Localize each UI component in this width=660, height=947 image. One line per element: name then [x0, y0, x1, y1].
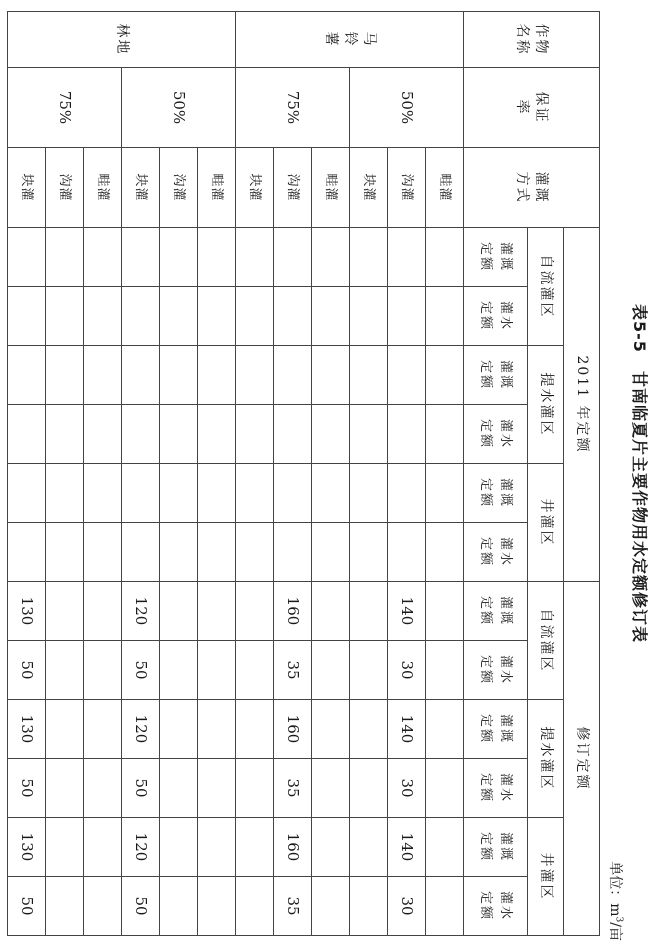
quota-revised-cell: 130 — [8, 818, 46, 877]
header-2011-gravity-zone: 自流灌区 — [528, 228, 564, 346]
quota-2011-cell — [160, 405, 198, 464]
quota-2011-cell — [426, 405, 464, 464]
quota-2011-cell — [198, 523, 236, 582]
quota-revised-cell — [312, 877, 350, 936]
quota-revised-cell — [84, 700, 122, 759]
quota-revised-cell — [46, 641, 84, 700]
irrigation-method-cell: 沟灌 — [388, 148, 426, 228]
quota-revised-cell — [46, 700, 84, 759]
quota-2011-cell — [46, 287, 84, 346]
header-revised-quota: 修订定额 — [564, 582, 600, 936]
irrigation-method-cell: 沟灌 — [46, 148, 84, 228]
header-irrigation-quota: 灌溉 定额 — [464, 582, 528, 641]
quota-revised-cell — [426, 582, 464, 641]
header-crop-name: 作物 名称 — [464, 12, 600, 68]
quota-revised-cell: 120 — [122, 818, 160, 877]
table-row — [236, 12, 274, 936]
quota-2011-cell — [236, 228, 274, 287]
irrigation-method-cell: 畦灌 — [312, 148, 350, 228]
quota-2011-cell — [388, 405, 426, 464]
quota-2011-cell — [312, 464, 350, 523]
table-row — [160, 12, 198, 936]
quota-revised-cell — [46, 582, 84, 641]
quota-2011-cell — [312, 287, 350, 346]
quota-revised-cell — [46, 759, 84, 818]
table-row — [198, 12, 236, 936]
irrigation-method-cell: 畦灌 — [84, 148, 122, 228]
quota-2011-cell — [388, 523, 426, 582]
quota-2011-cell — [198, 228, 236, 287]
quota-2011-cell — [8, 228, 46, 287]
irrigation-method-cell: 畦灌 — [198, 148, 236, 228]
quota-revised-cell: 140 — [388, 582, 426, 641]
quota-2011-cell — [350, 523, 388, 582]
quota-revised-cell: 50 — [8, 641, 46, 700]
quota-revised-cell — [198, 641, 236, 700]
quota-2011-cell — [122, 523, 160, 582]
quota-revised-cell — [198, 759, 236, 818]
quota-2011-cell — [236, 523, 274, 582]
quota-2011-cell — [84, 405, 122, 464]
quota-revised-cell — [426, 818, 464, 877]
header-irrigation-quota: 灌溉 定额 — [464, 700, 528, 759]
quota-revised-cell — [160, 759, 198, 818]
guarantee-rate-cell: 50% — [350, 68, 464, 148]
quota-2011-cell — [350, 228, 388, 287]
quota-revised-cell: 30 — [388, 877, 426, 936]
quota-2011-cell — [46, 228, 84, 287]
table-row — [46, 12, 84, 936]
header-rev-well-zone: 井灌区 — [528, 818, 564, 936]
quota-2011-cell — [84, 523, 122, 582]
quota-2011-cell — [274, 228, 312, 287]
quota-revised-cell: 130 — [8, 700, 46, 759]
quota-2011-cell — [122, 346, 160, 405]
table-row — [350, 12, 388, 936]
quota-revised-cell — [46, 818, 84, 877]
quota-2011-cell — [160, 228, 198, 287]
irrigation-method-cell: 块灌 — [8, 148, 46, 228]
quota-revised-cell: 130 — [8, 582, 46, 641]
quota-revised-cell: 140 — [388, 818, 426, 877]
quota-revised-cell: 160 — [274, 818, 312, 877]
quota-2011-cell — [198, 405, 236, 464]
quota-revised-cell — [160, 582, 198, 641]
quota-revised-cell — [350, 818, 388, 877]
quota-revised-cell: 50 — [122, 877, 160, 936]
quota-revised-cell: 50 — [8, 759, 46, 818]
quota-2011-cell — [84, 228, 122, 287]
quota-revised-cell — [426, 700, 464, 759]
quota-revised-cell: 160 — [274, 582, 312, 641]
quota-revised-cell — [312, 759, 350, 818]
quota-revised-cell: 35 — [274, 759, 312, 818]
quota-revised-cell: 50 — [8, 877, 46, 936]
quota-revised-cell: 120 — [122, 700, 160, 759]
quota-2011-cell — [84, 346, 122, 405]
unit-label: 单位：$m^3/$亩 — [607, 861, 624, 941]
quota-revised-cell — [84, 582, 122, 641]
guarantee-rate-cell: 75% — [236, 68, 350, 148]
quota-revised-cell: 50 — [122, 641, 160, 700]
crop-name-cell: 林地 — [8, 12, 236, 68]
quota-revised-cell — [160, 700, 198, 759]
quota-2011-cell — [8, 405, 46, 464]
header-irrigation-quota: 灌溉 定额 — [464, 818, 528, 877]
quota-revised-cell — [350, 641, 388, 700]
irrigation-method-cell: 沟灌 — [160, 148, 198, 228]
quota-revised-cell — [160, 641, 198, 700]
quota-2011-cell — [8, 523, 46, 582]
quota-2011-cell — [274, 464, 312, 523]
table-row — [122, 12, 160, 936]
header-irrigation-quota: 灌溉 定额 — [464, 346, 528, 405]
quota-revised-cell — [84, 877, 122, 936]
quota-2011-cell — [122, 287, 160, 346]
header-2011-quota: 2011 年定额 — [564, 228, 600, 582]
header-water-quota: 灌水 定额 — [464, 877, 528, 936]
quota-2011-cell — [8, 346, 46, 405]
irrigation-method-cell: 块灌 — [236, 148, 274, 228]
table-caption — [629, 0, 652, 947]
quota-2011-cell — [274, 346, 312, 405]
quota-revised-cell — [198, 582, 236, 641]
quota-2011-cell — [426, 523, 464, 582]
quota-2011-cell — [350, 464, 388, 523]
quota-revised-cell — [312, 641, 350, 700]
quota-revised-cell — [84, 641, 122, 700]
quota-2011-cell — [312, 405, 350, 464]
table-title: 甘南临夏片主要作物用水定额修订表 — [630, 370, 649, 643]
table-row — [8, 12, 46, 936]
quota-2011-cell — [46, 405, 84, 464]
quota-2011-cell — [312, 346, 350, 405]
table-row — [312, 12, 350, 936]
irrigation-method-cell: 块灌 — [350, 148, 388, 228]
quota-revised-cell: 140 — [388, 700, 426, 759]
header-guarantee-rate: 保证 率 — [464, 68, 600, 148]
quota-revised-cell — [198, 700, 236, 759]
quota-revised-cell — [198, 877, 236, 936]
quota-2011-cell — [160, 346, 198, 405]
quota-2011-cell — [46, 523, 84, 582]
quota-revised-cell: 30 — [388, 641, 426, 700]
header-water-quota: 灌水 定额 — [464, 523, 528, 582]
quota-2011-cell — [236, 346, 274, 405]
quota-2011-cell — [236, 287, 274, 346]
header-rev-gravity-zone: 自流灌区 — [528, 582, 564, 700]
quota-revised-cell: 50 — [122, 759, 160, 818]
quota-2011-cell — [122, 464, 160, 523]
quota-revised-cell: 35 — [274, 641, 312, 700]
header-2011-lift-zone: 提水灌区 — [528, 346, 564, 464]
table-number: 表5-5 — [630, 304, 649, 353]
table-row — [426, 12, 464, 936]
quota-2011-cell — [122, 228, 160, 287]
quota-revised-cell — [236, 759, 274, 818]
quota-2011-cell — [274, 405, 312, 464]
quota-revised-cell — [312, 818, 350, 877]
quota-revised-cell — [198, 818, 236, 877]
quota-revised-cell — [236, 641, 274, 700]
quota-2011-cell — [388, 464, 426, 523]
quota-revised-cell — [160, 877, 198, 936]
table-row — [84, 12, 122, 936]
irrigation-method-cell: 畦灌 — [426, 148, 464, 228]
quota-2011-cell — [46, 346, 84, 405]
quota-revised-cell — [350, 700, 388, 759]
quota-2011-cell — [46, 464, 84, 523]
irrigation-method-cell: 块灌 — [122, 148, 160, 228]
quota-revised-cell — [46, 877, 84, 936]
quota-revised-cell — [84, 759, 122, 818]
quota-revised-cell: 35 — [274, 877, 312, 936]
quota-2011-cell — [236, 464, 274, 523]
quota-2011-cell — [350, 405, 388, 464]
header-water-quota: 灌水 定额 — [464, 405, 528, 464]
quota-2011-cell — [312, 523, 350, 582]
quota-2011-cell — [84, 287, 122, 346]
header-irrigation-quota: 灌溉 定额 — [464, 464, 528, 523]
quota-revised-cell — [160, 818, 198, 877]
quota-revised-cell — [312, 700, 350, 759]
quota-revised-cell — [350, 582, 388, 641]
quota-2011-cell — [426, 346, 464, 405]
quota-2011-cell — [84, 464, 122, 523]
quota-revised-cell — [350, 877, 388, 936]
quota-2011-cell — [8, 464, 46, 523]
header-water-quota: 灌水 定额 — [464, 759, 528, 818]
quota-revised-cell — [84, 818, 122, 877]
quota-revised-cell — [236, 877, 274, 936]
quota-2011-cell — [198, 346, 236, 405]
quota-2011-cell — [350, 287, 388, 346]
crop-name-cell: 马 铃 薯 — [236, 12, 464, 68]
quota-revised-cell — [426, 759, 464, 818]
quota-2011-cell — [388, 346, 426, 405]
quota-revised-cell — [350, 759, 388, 818]
header-water-quota: 灌水 定额 — [464, 287, 528, 346]
guarantee-rate-cell: 75% — [8, 68, 122, 148]
quota-2011-cell — [122, 405, 160, 464]
quota-2011-cell — [388, 228, 426, 287]
water-quota-table — [7, 11, 600, 936]
header-irrigation-quota: 灌溉 定额 — [464, 228, 528, 287]
header-water-quota: 灌水 定额 — [464, 641, 528, 700]
header-irrigation-method: 灌溉 方式 — [464, 148, 600, 228]
quota-revised-cell — [236, 818, 274, 877]
quota-revised-cell — [236, 582, 274, 641]
quota-2011-cell — [312, 228, 350, 287]
quota-2011-cell — [160, 464, 198, 523]
quota-2011-cell — [160, 287, 198, 346]
quota-revised-cell — [236, 700, 274, 759]
irrigation-method-cell: 沟灌 — [274, 148, 312, 228]
quota-2011-cell — [8, 287, 46, 346]
quota-2011-cell — [274, 287, 312, 346]
quota-2011-cell — [198, 287, 236, 346]
quota-2011-cell — [426, 228, 464, 287]
quota-revised-cell: 160 — [274, 700, 312, 759]
quota-revised-cell: 30 — [388, 759, 426, 818]
quota-2011-cell — [388, 287, 426, 346]
quota-2011-cell — [426, 464, 464, 523]
quota-2011-cell — [426, 287, 464, 346]
quota-2011-cell — [274, 523, 312, 582]
quota-revised-cell: 120 — [122, 582, 160, 641]
quota-revised-cell — [426, 877, 464, 936]
quota-2011-cell — [350, 346, 388, 405]
quota-revised-cell — [312, 582, 350, 641]
guarantee-rate-cell: 50% — [122, 68, 236, 148]
quota-2011-cell — [236, 405, 274, 464]
table-row — [274, 12, 312, 936]
quota-2011-cell — [198, 464, 236, 523]
header-rev-lift-zone: 提水灌区 — [528, 700, 564, 818]
table-row — [388, 12, 426, 936]
quota-revised-cell — [426, 641, 464, 700]
quota-2011-cell — [160, 523, 198, 582]
header-2011-well-zone: 井灌区 — [528, 464, 564, 582]
